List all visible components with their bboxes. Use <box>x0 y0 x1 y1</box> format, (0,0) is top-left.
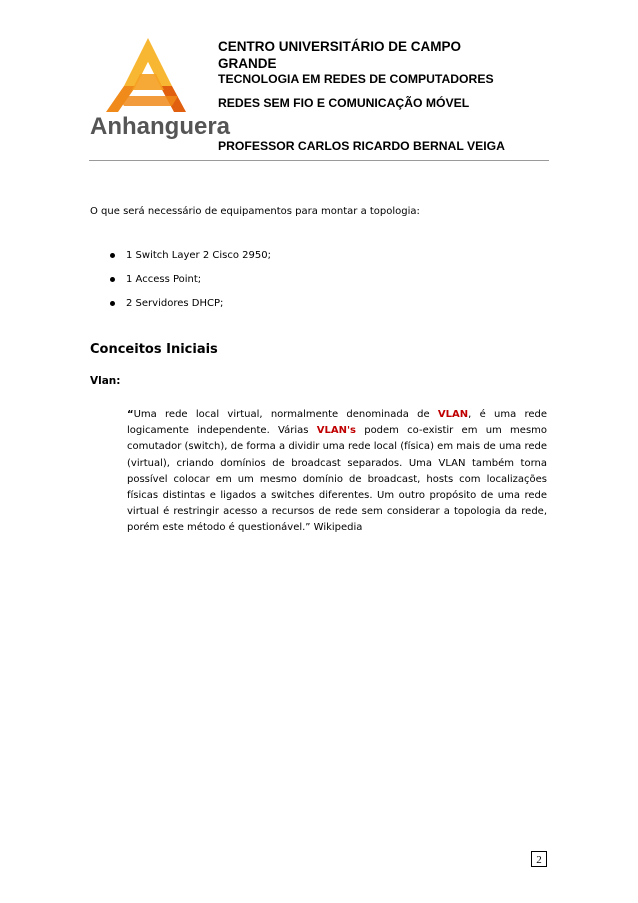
intro-text: O que será necessário de equipamentos para montar a topologia: <box>90 206 420 217</box>
list-item-label: 1 Access Point; <box>126 274 202 285</box>
quote-part-2: , é uma rede logicamente independente. Várias <box>127 409 548 437</box>
list-item <box>90 250 271 274</box>
institution-line-2: GRANDE <box>218 56 277 71</box>
logo-mark-icon <box>90 34 231 142</box>
section-title: Conceitos Iniciais <box>90 342 218 357</box>
bullet-icon <box>110 301 115 306</box>
institution-name <box>218 38 548 72</box>
quote-highlight-vlan: VLAN <box>437 409 469 420</box>
list-item-label: 2 Servidores DHCP; <box>126 298 224 309</box>
equipment-list <box>90 250 271 322</box>
anhanguera-logo <box>90 34 231 142</box>
quote-open-mark: “ <box>127 409 134 420</box>
vlan-definition-quote <box>127 407 547 537</box>
institution-line-1: CENTRO UNIVERSITÁRIO DE CAMPO <box>218 39 462 54</box>
bullet-icon <box>110 277 115 282</box>
quote-part-3: podem co-existir em um mesmo comutador (switch), de forma a dividir uma rede local (física) em mais de uma rede (virtual), criando domínios de broadcast separados. Uma VLAN também torna possível colocar em um mesmo domínio de broadcast, hosts com localizações físicas distintas e ligados a switches diferentes. Um outro propósito de uma rede virtual é restringir acesso a recursos de rede sem considerar a topologia da rede, porém este método é questionável.” Wikipedia <box>127 425 548 534</box>
list-item-label: 1 Switch Layer 2 Cisco 2950; <box>126 250 271 261</box>
list-item <box>90 274 271 298</box>
professor-name: PROFESSOR CARLOS RICARDO BERNAL VEIGA <box>218 139 505 153</box>
list-item <box>90 298 271 322</box>
subject-name: REDES SEM FIO E COMUNICAÇÃO MÓVEL <box>218 96 470 110</box>
section-subtitle: Vlan: <box>90 375 121 387</box>
quote-highlight-vlans: VLAN's <box>316 425 356 437</box>
quote-part-1: Uma rede local virtual, normalmente denominada de <box>133 409 438 420</box>
logo-text: Anhanguera <box>90 113 231 140</box>
course-name: TECNOLOGIA EM REDES DE COMPUTADORES <box>218 72 494 86</box>
bullet-icon <box>110 253 115 258</box>
document-header <box>218 38 548 153</box>
page-number: 2 <box>531 851 547 867</box>
header-divider <box>89 160 549 161</box>
